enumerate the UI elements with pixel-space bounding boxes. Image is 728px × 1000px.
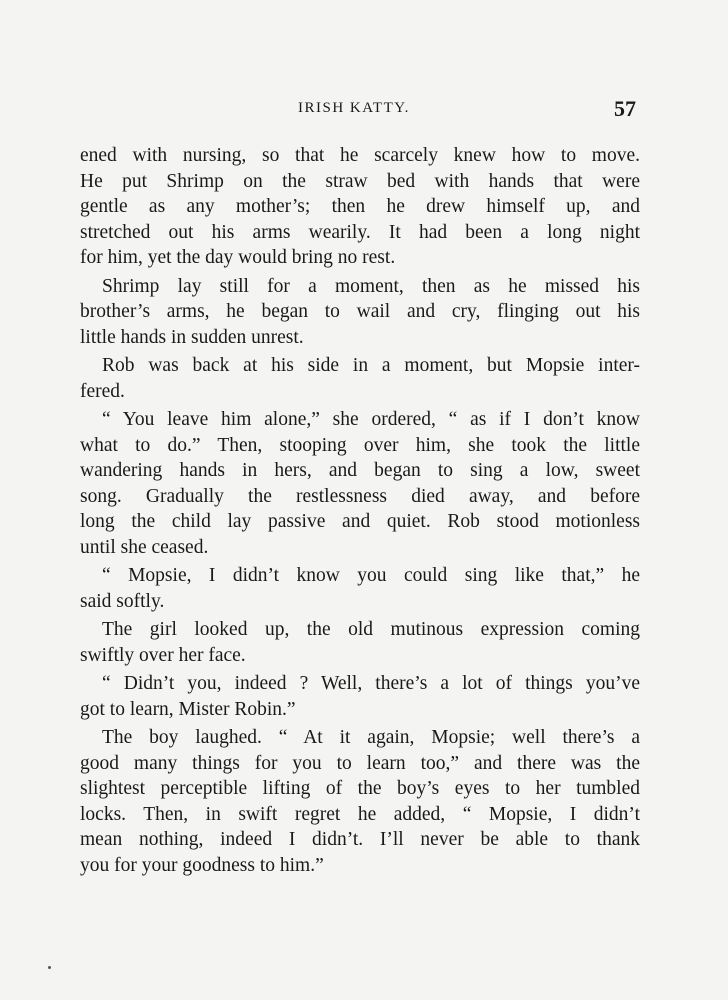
text-line: you for your goodness to him.”	[80, 854, 324, 876]
paragraph	[80, 617, 640, 668]
text-line: until she ceased.	[80, 536, 209, 558]
text-line: good many things for you to learn too,” and there was the	[80, 752, 640, 774]
paragraph	[80, 725, 640, 878]
paragraph	[80, 563, 640, 614]
text-line: locks. Then, in swift regret he added, “ Mopsie, I didn’t	[80, 803, 640, 825]
text-line: Rob was back at his side in a moment, but Mopsie inter-	[102, 355, 640, 376]
text-line: mean nothing, indeed I didn’t. I’ll never be able to thank	[80, 829, 640, 850]
running-title: IRISH KATTY.	[298, 100, 410, 116]
text-line: swiftly over her face.	[80, 644, 246, 666]
text-line: brother’s arms, he began to wail and cry, flinging out his	[80, 301, 640, 322]
paragraph	[80, 274, 640, 351]
paragraph	[80, 671, 640, 722]
text-line: slightest perceptible lifting of the boy’s eyes to her tumbled	[80, 778, 640, 799]
text-line: stretched out his arms wearily. It had been a long night	[80, 221, 640, 243]
paragraph	[80, 353, 640, 404]
text-line: Shrimp lay still for a moment, then as he missed his	[102, 275, 640, 297]
page-number: 57	[614, 96, 636, 121]
text-line: wandering hands in hers, and began to sing a low, sweet	[80, 460, 640, 481]
running-head	[0, 96, 728, 126]
text-line: long the child lay passive and quiet. Rob stood motionless	[80, 511, 640, 532]
text-line: little hands in sudden unrest.	[80, 326, 304, 348]
text-line: “ You leave him alone,” she ordered, “ as if I don’t know	[102, 409, 640, 430]
text-line: what to do.” Then, stooping over him, she took the little	[80, 434, 640, 456]
text-line: He put Shrimp on the straw bed with hands that were	[80, 170, 640, 192]
text-line: got to learn, Mister Robin.”	[80, 698, 296, 720]
text-line: “ Mopsie, I didn’t know you could sing like that,” he	[102, 565, 640, 586]
text-line: The boy laughed. “ At it again, Mopsie; well there’s a	[102, 727, 640, 748]
text-line: “ Didn’t you, indeed ? Well, there’s a lot of things you’ve	[102, 673, 640, 694]
paragraph	[80, 407, 640, 560]
text-line: ened with nursing, so that he scarcely knew how to move.	[80, 145, 640, 166]
text-line: The girl looked up, the old mutinous expression coming	[102, 619, 640, 640]
text-line: for him, yet the day would bring no rest.	[80, 247, 396, 268]
text-line: fered.	[80, 380, 125, 402]
paragraph	[80, 143, 640, 271]
text-line: gentle as any mother’s; then he drew himself up, and	[80, 196, 640, 217]
paper-speck	[48, 966, 51, 969]
text-line: said softly.	[80, 590, 165, 612]
text-line: song. Gradually the restlessness died away, and before	[80, 485, 640, 507]
body-text	[80, 143, 640, 878]
